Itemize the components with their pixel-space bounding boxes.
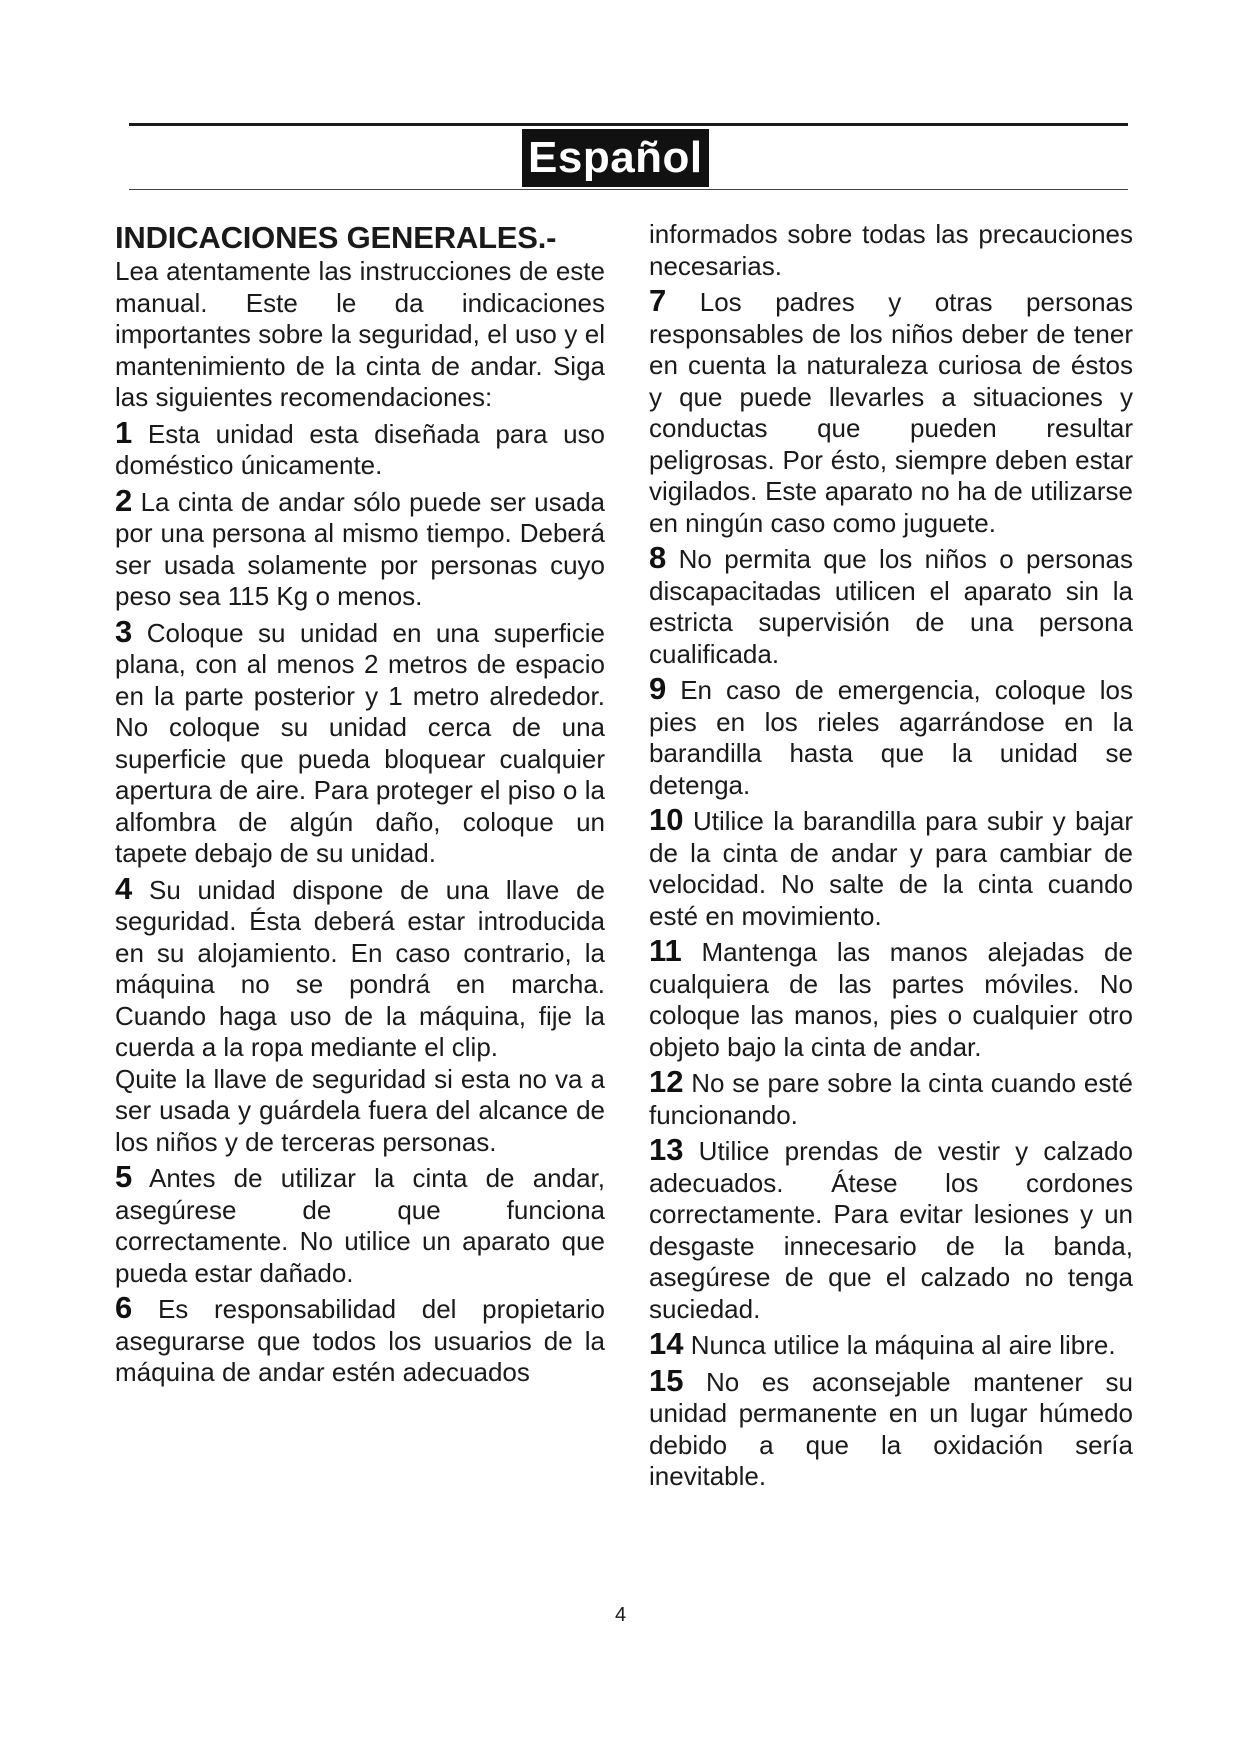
list-item xyxy=(649,1134,1133,1325)
item-number: 7 xyxy=(649,283,667,318)
item-extra-paragraph: Quite la llave de seguridad si esta no va a ser usada y guárdela fuera del alcance de los niños y de terceras personas. xyxy=(115,1063,605,1157)
item-number: 5 xyxy=(115,1159,133,1194)
item-text: No se pare sobre la cinta cuando esté funcionando. xyxy=(649,1068,1134,1130)
list-item xyxy=(115,414,605,482)
list-item xyxy=(649,1328,1133,1362)
item-text: Su unidad dispone de una llave de seguridad. Ésta deberá estar introducida en su alojamiento. En caso contrario, la máquina no se pondrá en marcha. Cuando haga uso de la máquina, fije la cuerda a la ropa mediante el clip. xyxy=(115,874,605,1062)
item-number: 12 xyxy=(649,1064,684,1099)
item-text: No es aconsejable mantener su unidad permanente en un lugar húmedo debido a que la oxidación sería inevitable. xyxy=(649,1366,1133,1491)
item-number: 15 xyxy=(649,1362,684,1398)
item-text: Esta unidad esta diseñada para uso doméstico únicamente. xyxy=(115,418,605,480)
item-text: Coloque su unidad en una superficie plana, con al menos 2 metros de espacio en la parte posterior y 1 metro alrededor. No coloque su unidad cerca de una superficie que pueda bloquear cualquier apertura de aire. Para proteger el piso o la alfombra de algún daño, coloque un tapete debajo de su unidad. xyxy=(115,617,605,868)
list-item xyxy=(649,673,1133,801)
item-text: La cinta de andar sólo puede ser usada por una persona al mismo tiempo. Deberá ser usada solamente por personas cuyo peso sea 115 Kg o menos. xyxy=(115,486,605,611)
list-item xyxy=(649,542,1133,670)
language-badge: Español xyxy=(522,129,709,187)
item-text: Es responsabilidad del propietario asegurarse que todos los usuarios de la máquina de andar estén adecuados xyxy=(115,1294,605,1387)
item-text: Mantenga las manos alejadas de cualquiera de las partes móviles. No coloque las manos, pies o cualquier otro objeto bajo la cinta de andar. xyxy=(649,937,1133,1062)
continuation-text: informados sobre todas las precauciones necesarias. xyxy=(649,219,1133,281)
item-number: 13 xyxy=(649,1132,684,1167)
item-number: 8 xyxy=(649,540,667,575)
list-item xyxy=(649,935,1133,1063)
list-item xyxy=(115,482,605,613)
page-number: 4 xyxy=(614,1604,627,1626)
item-text: Los padres y otras personas responsables de los niños deber de tener en cuenta la naturaleza curiosa de éstos y que puede llevarles a situaciones y conductas que pueden resultar peligrosas. Por ésto, siempre deben estar vigilados. Este aparato no ha de utilizarse en ningún caso como juguete. xyxy=(649,287,1133,538)
list-item xyxy=(649,1066,1133,1131)
item-number: 10 xyxy=(649,802,684,837)
list-item xyxy=(649,285,1133,539)
item-number: 14 xyxy=(649,1326,684,1361)
list-item xyxy=(115,1161,605,1289)
item-number: 11 xyxy=(649,933,682,968)
list-item xyxy=(115,870,605,1064)
item-number: 3 xyxy=(115,613,133,649)
intro-paragraph: Lea atentamente las instrucciones de este manual. Este le da indicaciones importantes sobre la seguridad, el uso y el mantenimiento de la cinta de andar. Siga las siguientes recomendaciones: xyxy=(115,256,605,412)
item-number: 6 xyxy=(115,1290,133,1325)
header-top-rule xyxy=(129,123,1128,126)
item-text: Utilice prendas de vestir y calzado adecuados. Átese los cordones correctamente. Para evitar lesiones y un desgaste innecesario de la banda, asegúrese de que el calzado no tenga suciedad. xyxy=(649,1136,1133,1324)
item-text: No permita que los niños o personas discapacitadas utilicen el aparato sin la estricta supervisión de una persona cualificada. xyxy=(649,544,1133,669)
list-item xyxy=(115,1292,605,1389)
list-item xyxy=(115,613,605,870)
section-heading: INDICACIONES GENERALES.- xyxy=(115,220,557,255)
item-text: Antes de utilizar la cinta de andar, asegúrese de que funciona correctamente. No utilice un aparato que pueda estar dañado. xyxy=(115,1163,605,1288)
item-text: Utilice la barandilla para subir y bajar de la cinta de andar y para cambiar de velocidad. No salte de la cinta cuando esté en movimiento. xyxy=(649,806,1133,931)
list-item xyxy=(649,804,1133,932)
item-text: En caso de emergencia, coloque los pies en los rieles agarrándose en la barandilla hasta que la unidad se detenga. xyxy=(649,675,1133,800)
right-column xyxy=(649,219,1133,1493)
header-bottom-rule xyxy=(129,189,1128,190)
item-number: 1 xyxy=(115,414,133,450)
list-item xyxy=(649,1362,1133,1493)
item-number: 9 xyxy=(649,671,667,706)
item-number: 2 xyxy=(115,482,133,518)
item-text: Nunca utilice la máquina al aire libre. xyxy=(690,1330,1116,1360)
left-column xyxy=(115,218,605,1389)
item-number: 4 xyxy=(115,870,133,906)
